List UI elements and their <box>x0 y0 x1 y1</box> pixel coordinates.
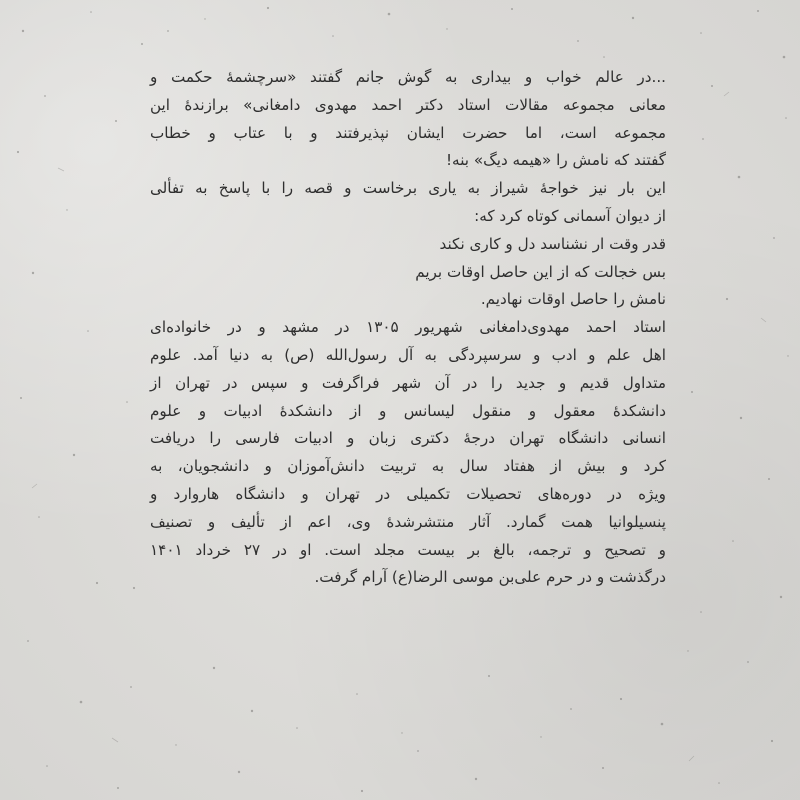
hafez-intro-paragraph <box>150 175 666 231</box>
text-line: نامش را حاصل اوقات نهادیم. <box>480 290 666 309</box>
text-line: دانشکدهٔ معقول و منقول لیسانس و از دانشکدهٔ ادبیات و علوم <box>150 401 666 420</box>
text-block <box>150 64 666 592</box>
text-line: پنسیلوانیا همت گمارد. آثار منتشرشدهٔ وی، اعم از تألیف و تصنیف <box>150 512 666 531</box>
verse-line: بس خجالت که از این حاصل اوقات بریم <box>415 262 666 281</box>
text-line: ...در عالم خواب و بیداری به گوش جانم گفتند «سرچشمهٔ حکمت و <box>150 68 666 86</box>
text-line: انسانی دانشگاه تهران درجهٔ دکتری زبان و ادبیات فارسی را دریافت <box>150 429 666 448</box>
naming-paragraph <box>150 286 666 314</box>
text-line: از دیوان آسمانی کوتاه کرد که: <box>474 206 666 225</box>
text-line: کرد و بیش از هفتاد سال به تربیت دانش‌آموزان و دانشجویان، به <box>150 457 666 476</box>
poem-verse <box>150 231 666 287</box>
text-line: معانی مجموعه مقالات استاد دکتر احمد مهدوی دامغانی» برازندهٔ این <box>150 95 666 114</box>
text-line: اهل علم و ادب و سرسپردگی به آل رسول‌الله (ص) به دنیا آمد. علوم <box>150 345 666 364</box>
text-line: و تصحیح و ترجمه، بالغ بر بیست مجلد است. او در ۲۷ خرداد ۱۴۰۱ <box>150 540 667 559</box>
text-line: درگذشت و در حرم علی‌بن موسی الرضا(ع) آرام گرفت. <box>314 568 666 587</box>
text-line: متداول قدیم و جدید را در آن شهر فراگرفت و سپس در تهران از <box>150 373 666 392</box>
text-line: گفتند که نامش را «هیمه دیگ» بنه! <box>445 151 666 170</box>
text-line: ویژه در دوره‌های تحصیلات تکمیلی در تهران و دانشگاه هاروارد و <box>150 484 666 503</box>
biography-paragraph <box>150 314 666 592</box>
verse-line: قدر وقت ار نشناسد دل و کاری نکند <box>439 234 666 253</box>
intro-paragraph <box>150 64 666 175</box>
text-line: مجموعه است، اما حضرت ایشان نپذیرفتند و با عتاب و خطاب <box>150 123 666 142</box>
text-line: این بار نیز خواجهٔ شیراز به یاری برخاست و قصه را با پاسخ به تفألی <box>150 179 666 198</box>
text-line: استاد احمد مهدوی‌دامغانی شهریور ۱۳۰۵ در مشهد و در خانواده‌ای <box>150 318 666 337</box>
